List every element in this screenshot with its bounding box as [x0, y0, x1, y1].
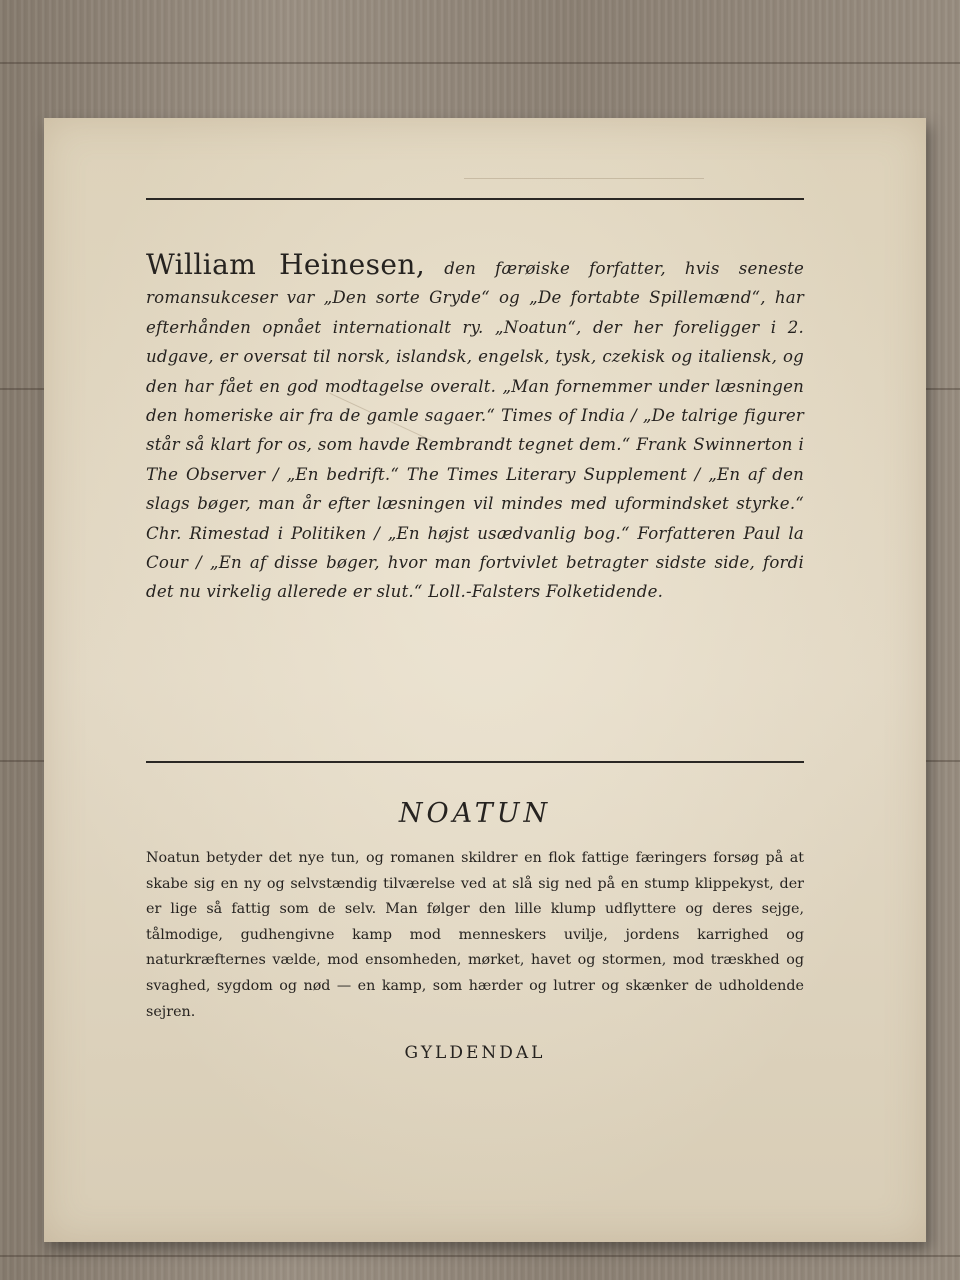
publisher-name: GYLDENDAL [404, 1043, 546, 1063]
blurb-text: den færøiske forfatter, hvis seneste romansukceser var „Den sorte Gryde“ og „De fortabte Spillemænd“, har efterhånden opnået internationalt ry. „Noatun“, der her foreligger i 2. udgave, er oversat til norsk, islandsk, engelsk, tysk, czekisk og italiensk, og den har fået en god modtagelse overalt. „Man fornemmer under læsningen den homeriske air fra de gamle sagaer.“ Times of India / „De talrige figurer står så klart for os, som havde Rembrandt tegnet dem.“ Frank Swinnerton i The Observer / „En bedrift.“ The Times Literary Supplement / „En af den slags bøger, man år efter læsningen vil mindes med uformindsket styrke.“ Chr. Rimestad i Politiken / „En højst usædvanlig bog.“ Forfatteren Paul la Cour / „En af disse bøger, hvor man fortvivlet betragter sidste side, fordi det nu virkelig allerede er slut.“ Loll.-Falsters Folketidende. [146, 259, 804, 602]
book-title: NOATUN [398, 798, 552, 829]
table-board-seam [0, 1255, 960, 1257]
table-board-seam [0, 62, 960, 64]
book-back-cover [44, 118, 926, 1242]
author-name: William Heinesen, [146, 248, 426, 281]
paper-crease [464, 178, 704, 179]
book-description: Noatun betyder det nye tun, og romanen skildrer en flok fattige færingers forsøg på at skabe sig en ny og selvstændig tilværelse ved at slå sig ned på en stump klippekyst, der er lige så fattig som de selv. Man følger den lille klump udflyttere og deres sejge, tålmodige, gudhengivne kamp mod menneskers uvilje, jordens karrighed og naturkræfternes vælde, mod ensomheden, mørket, havet og stormen, mod træskhed og svaghed, sygdom og nød — en kamp, som hærder og lutrer og skænker de udholdende sejren. [146, 850, 804, 1020]
author-blurb [146, 250, 804, 607]
middle-rule [146, 761, 804, 763]
top-rule [146, 198, 804, 200]
